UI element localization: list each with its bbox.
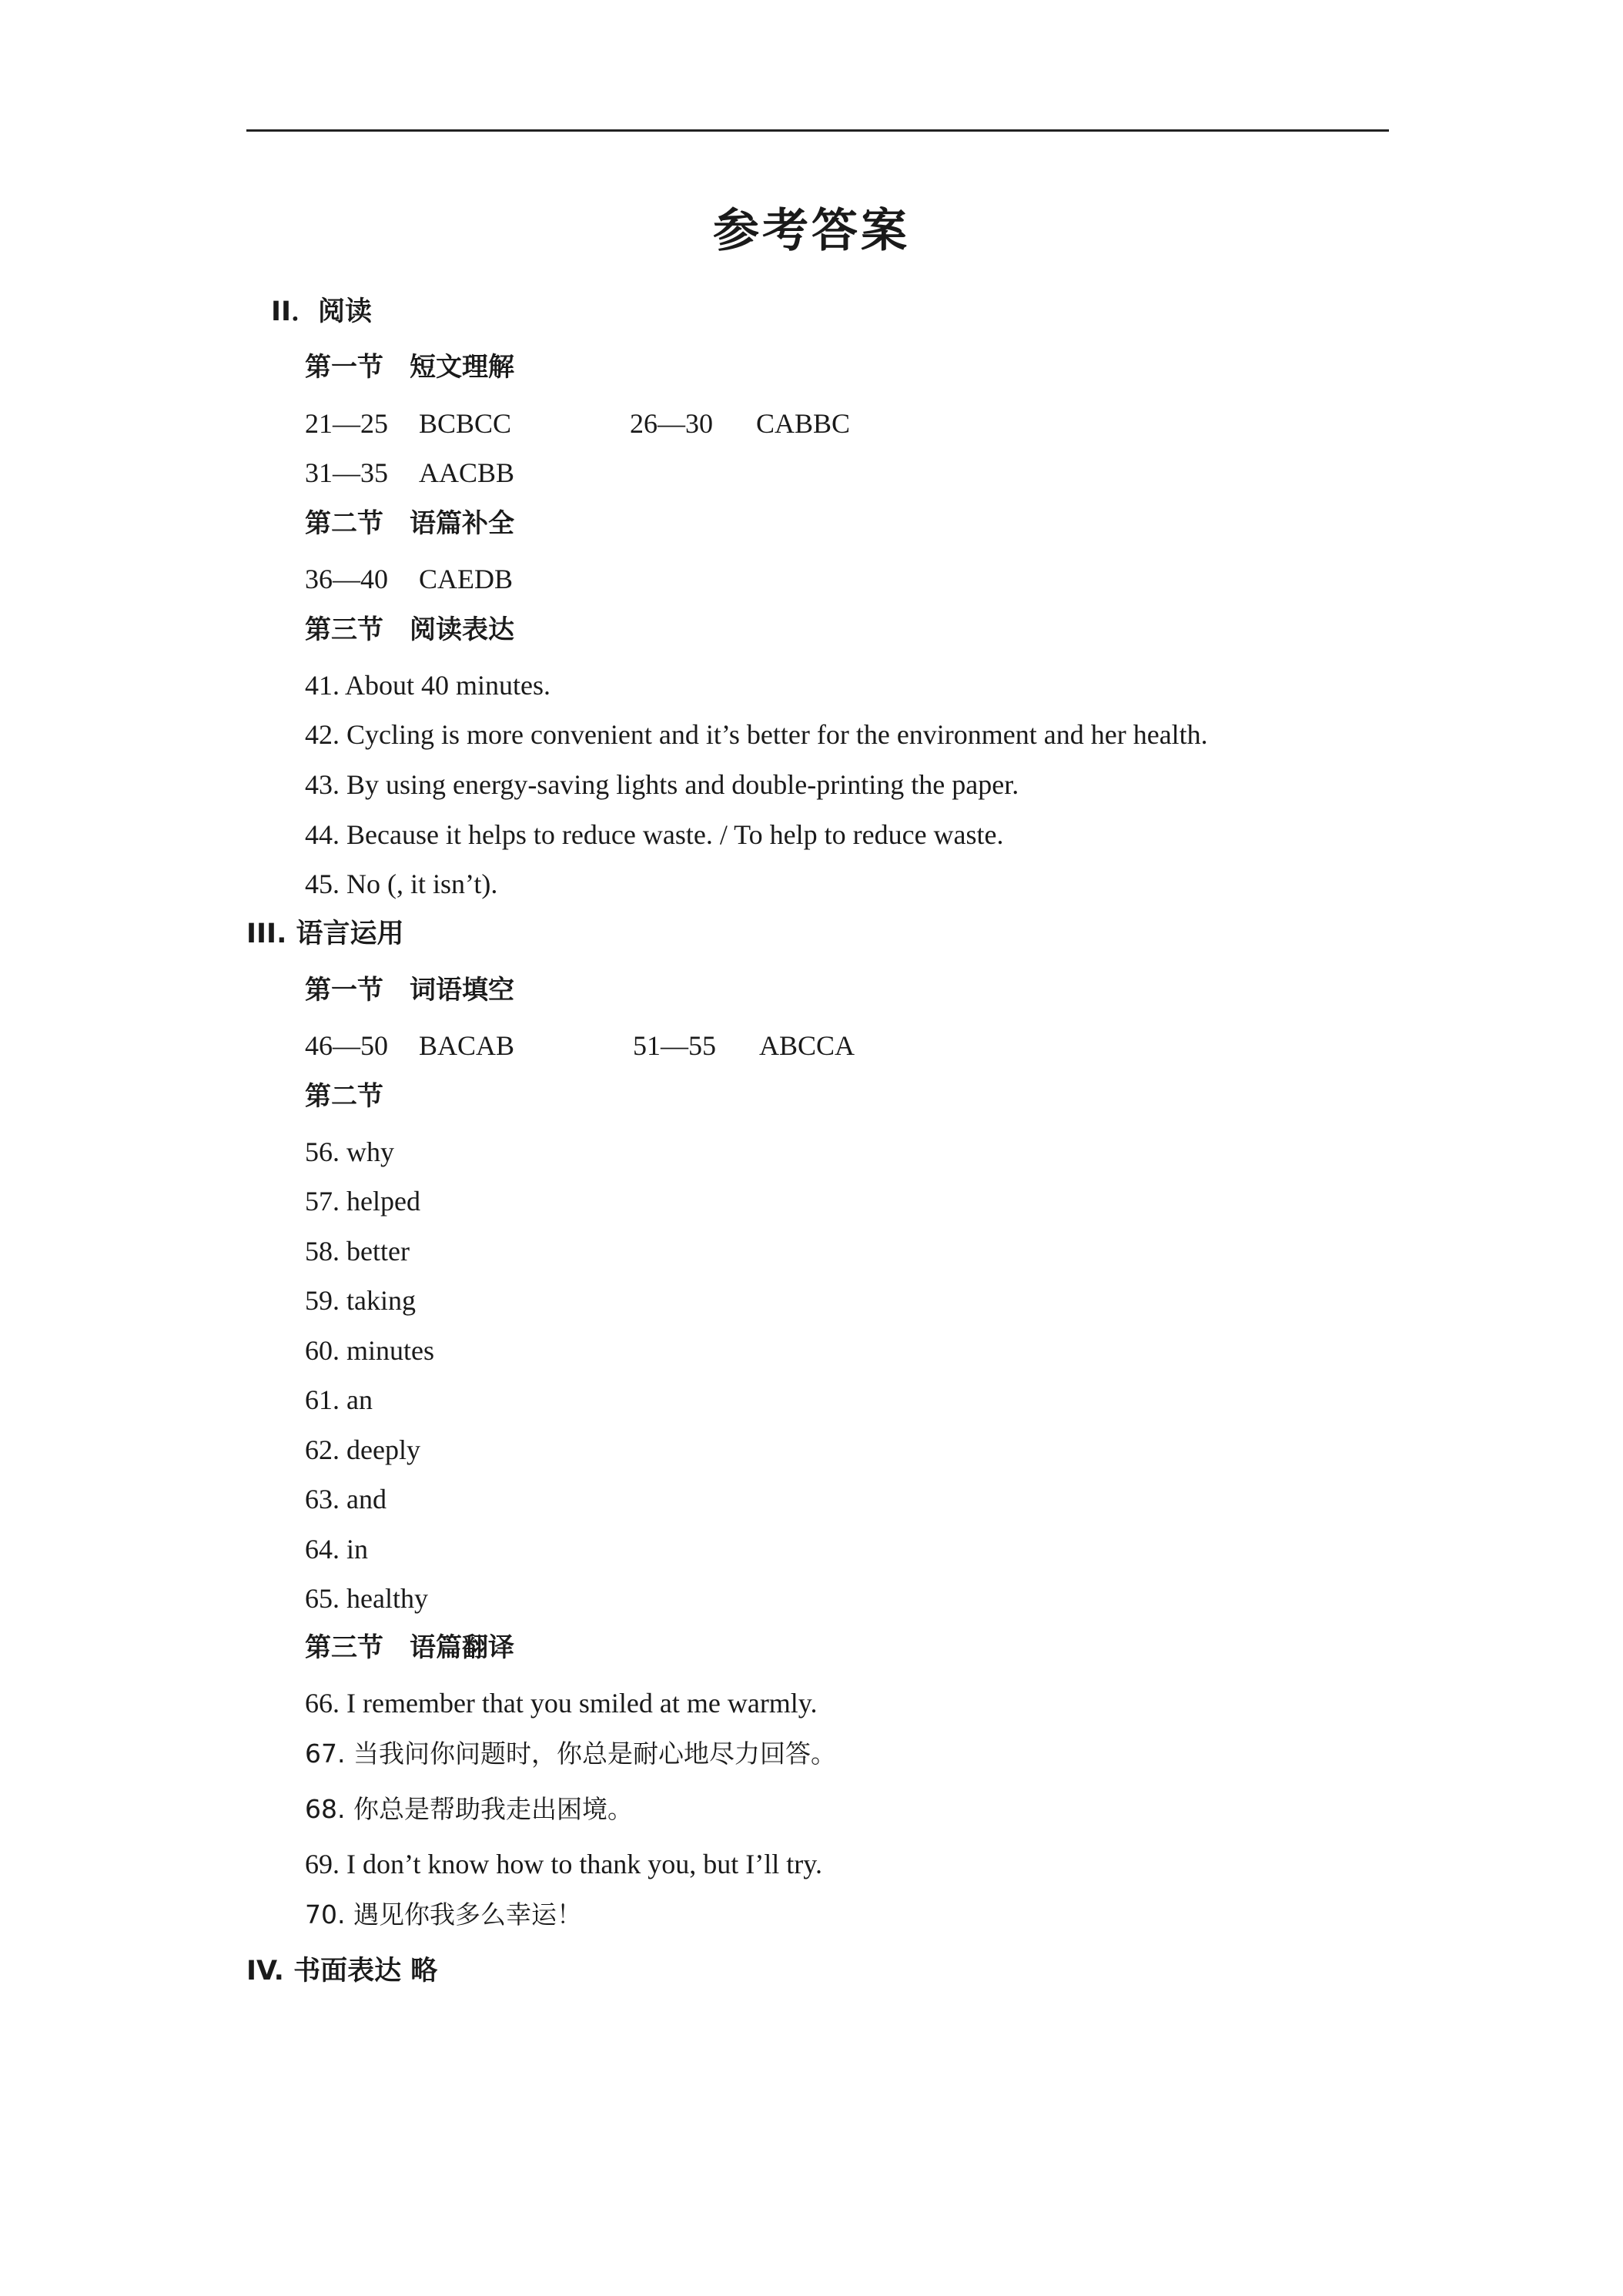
answer-range: 46—50	[305, 1030, 388, 1061]
answer-range: 26—30	[630, 408, 713, 439]
section-writing-heading: IV. 书面表达 略	[246, 1956, 438, 1986]
answer-item-60: 60. minutes	[305, 1335, 434, 1366]
language-part3-heading: 第三节 语篇翻译	[305, 1632, 514, 1663]
answer-item-41: 41. About 40 minutes.	[305, 670, 551, 701]
answer-letters: BACAB	[419, 1030, 515, 1061]
answer-item-57: 57. helped	[305, 1186, 420, 1217]
reading-part2-heading: 第二节 语篇补全	[305, 508, 514, 539]
answer-item-56: 56. why	[305, 1136, 394, 1167]
answer-item-61: 61. an	[305, 1384, 373, 1415]
answer-range: 31—35	[305, 457, 388, 488]
language-part1-heading: 第一节 词语填空	[305, 975, 514, 1006]
answer-row-col2	[630, 407, 850, 440]
section-reading-heading: II．阅读	[271, 296, 373, 327]
answer-row	[305, 562, 513, 596]
header-rule	[246, 129, 1389, 132]
answer-item-44: 44. Because it helps to reduce waste. / To help to reduce waste.	[305, 819, 1004, 850]
answer-item-59: 59. taking	[305, 1285, 416, 1316]
answer-letters: CAEDB	[419, 564, 514, 594]
answer-item-63: 63. and	[305, 1484, 387, 1514]
answer-letters: ABCCA	[759, 1030, 855, 1061]
answer-item-66: 66. I remember that you smiled at me warmly.	[305, 1688, 818, 1719]
answer-item-42: 42. Cycling is more convenient and it’s better for the environment and her health.	[305, 719, 1208, 750]
answer-item-45: 45. No (, it isn’t).	[305, 869, 498, 899]
answer-row	[305, 1029, 514, 1063]
language-part2-heading: 第二节	[305, 1081, 383, 1112]
answer-row	[305, 456, 514, 490]
answer-row	[305, 407, 511, 440]
answer-row-col2	[633, 1029, 855, 1063]
page-title: 参考答案	[713, 204, 910, 258]
reading-part3-heading: 第三节 阅读表达	[305, 614, 514, 645]
answer-letters: BCBCC	[419, 408, 512, 439]
answer-item-43: 43. By using energy-saving lights and double-printing the paper.	[305, 769, 1019, 800]
answer-item-62: 62. deeply	[305, 1434, 420, 1465]
answer-item-69: 69. I don’t know how to thank you, but I’ll try.	[305, 1849, 822, 1879]
answer-item-68: 68. 你总是帮助我走出困境。	[305, 1794, 633, 1824]
reading-part1-heading: 第一节 短文理解	[305, 352, 514, 383]
answer-letters: CABBC	[756, 408, 851, 439]
answer-item-67: 67. 当我问你问题时，你总是耐心地尽力回答。	[305, 1739, 836, 1769]
answer-range: 36—40	[305, 564, 388, 594]
answer-item-58: 58. better	[305, 1236, 410, 1267]
section-language-heading: III. 语言运用	[246, 919, 404, 949]
answer-item-65: 65. healthy	[305, 1583, 428, 1614]
answer-item-70: 70. 遇见你我多么幸运！	[305, 1899, 582, 1930]
answer-item-64: 64. in	[305, 1534, 369, 1565]
answer-range: 21—25	[305, 408, 388, 439]
answer-range: 51—55	[633, 1030, 716, 1061]
answer-letters: AACBB	[419, 457, 515, 488]
